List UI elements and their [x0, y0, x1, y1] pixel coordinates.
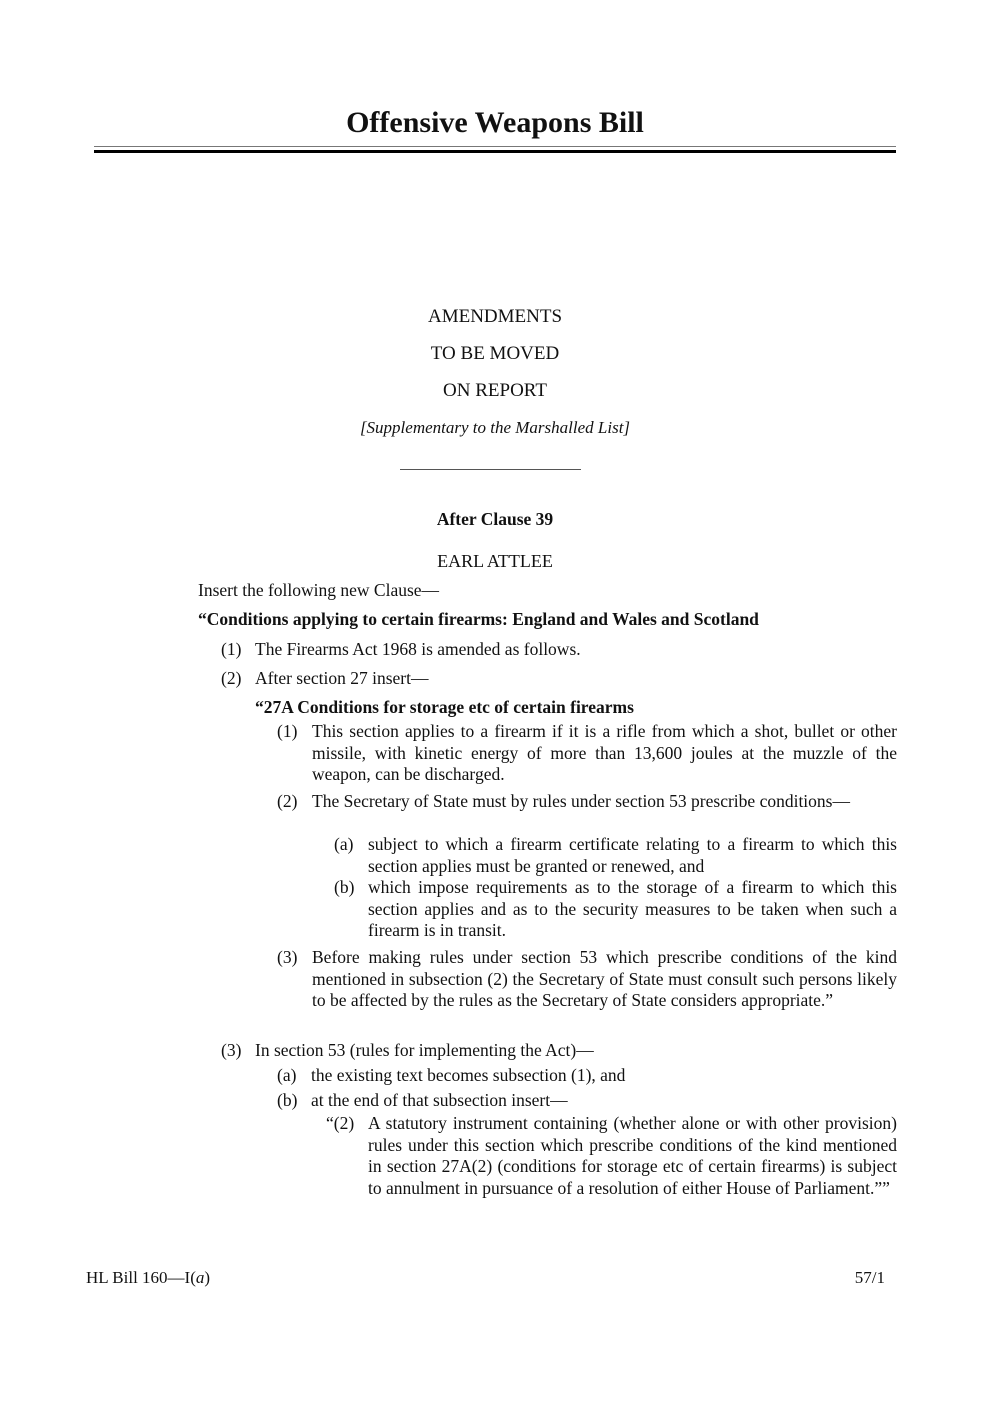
amendment-position: After Clause 39	[436, 509, 554, 529]
inserted-subsection-number: (2)	[277, 791, 298, 811]
paragraph-text: subject to which a firearm certificate relating to a firearm to which this section applies must be granted or renewed, and	[368, 834, 897, 876]
inserted-subsection-text: The Secretary of State must by rules under section 53 prescribe conditions—	[312, 791, 850, 811]
paragraph-number: (a)	[334, 834, 354, 854]
cover-line-to-be-moved: TO BE MOVED	[430, 343, 560, 364]
inserted-subsection-text: Before making rules under section 53 which prescribe conditions of the kind mentioned in subsection (2) the Secretary of State must consult such persons likely to be affected by the rules as the Secretary of State considers appropriate.”	[312, 947, 897, 1010]
cover-line-amendments: AMENDMENTS	[427, 306, 563, 327]
inserted-subsection-text: A statutory instrument containing (whether alone or with other provision) rules under this section which prescribe conditions of the kind mentioned in section 27A(2) (conditions for storage etc of certain firearms) is subject to annulment in pursuance of a resolution of either House of Parliament.””	[368, 1113, 897, 1198]
bill-reference-italic: a	[195, 1268, 205, 1287]
subsection-number: (1)	[221, 639, 242, 659]
bill-reference-prefix: HL Bill 160—I(	[86, 1268, 196, 1287]
inserted-subsection-text: This section applies to a firearm if it is a rifle from which a shot, bullet or other missile, with kinetic energy of more than 13,600 joules at the muzzle of the weapon, can be discharged.	[312, 721, 897, 784]
subsection-number: (3)	[221, 1040, 242, 1060]
section-separator	[400, 469, 581, 470]
inserted-section-heading: “27A Conditions for storage etc of certain firearms	[255, 697, 634, 717]
page-reference: 57/1	[854, 1268, 885, 1287]
cover-line-on-report: ON REPORT	[443, 380, 547, 401]
subsection-text: In section 53 (rules for implementing the Act)—	[255, 1040, 594, 1060]
paragraph-number: (b)	[277, 1090, 298, 1110]
subsection-text: The Firearms Act 1968 is amended as follows.	[255, 639, 581, 659]
paragraph-text: which impose requirements as to the storage of a firearm to which this section applies and as to the security measures to be taken when such a firearm is in transit.	[368, 877, 897, 940]
inserted-subsection-number: (1)	[277, 721, 298, 741]
bill-reference	[86, 1268, 210, 1288]
subsection-text: After section 27 insert—	[255, 668, 429, 688]
subsection-number: (2)	[221, 668, 242, 688]
amendment-intro: Insert the following new Clause—	[198, 580, 440, 600]
document-title: Offensive Weapons Bill	[346, 106, 644, 139]
paragraph-text: the existing text becomes subsection (1), and	[311, 1065, 626, 1085]
bill-reference-suffix: )	[204, 1268, 211, 1287]
paragraph-text: at the end of that subsection insert—	[311, 1090, 568, 1110]
title-rule-thin	[94, 146, 896, 147]
title-rule-thick	[94, 150, 896, 153]
paragraph-number: (b)	[334, 877, 355, 897]
inserted-subsection-number: (3)	[277, 947, 298, 967]
amendment-mover: EARL ATTLEE	[437, 551, 553, 571]
paragraph-number: (a)	[277, 1065, 297, 1085]
cover-subtitle: [Supplementary to the Marshalled List]	[359, 418, 631, 437]
inserted-subsection-number: “(2)	[326, 1113, 355, 1133]
new-clause-heading: “Conditions applying to certain firearms: England and Wales and Scotland	[198, 609, 759, 629]
